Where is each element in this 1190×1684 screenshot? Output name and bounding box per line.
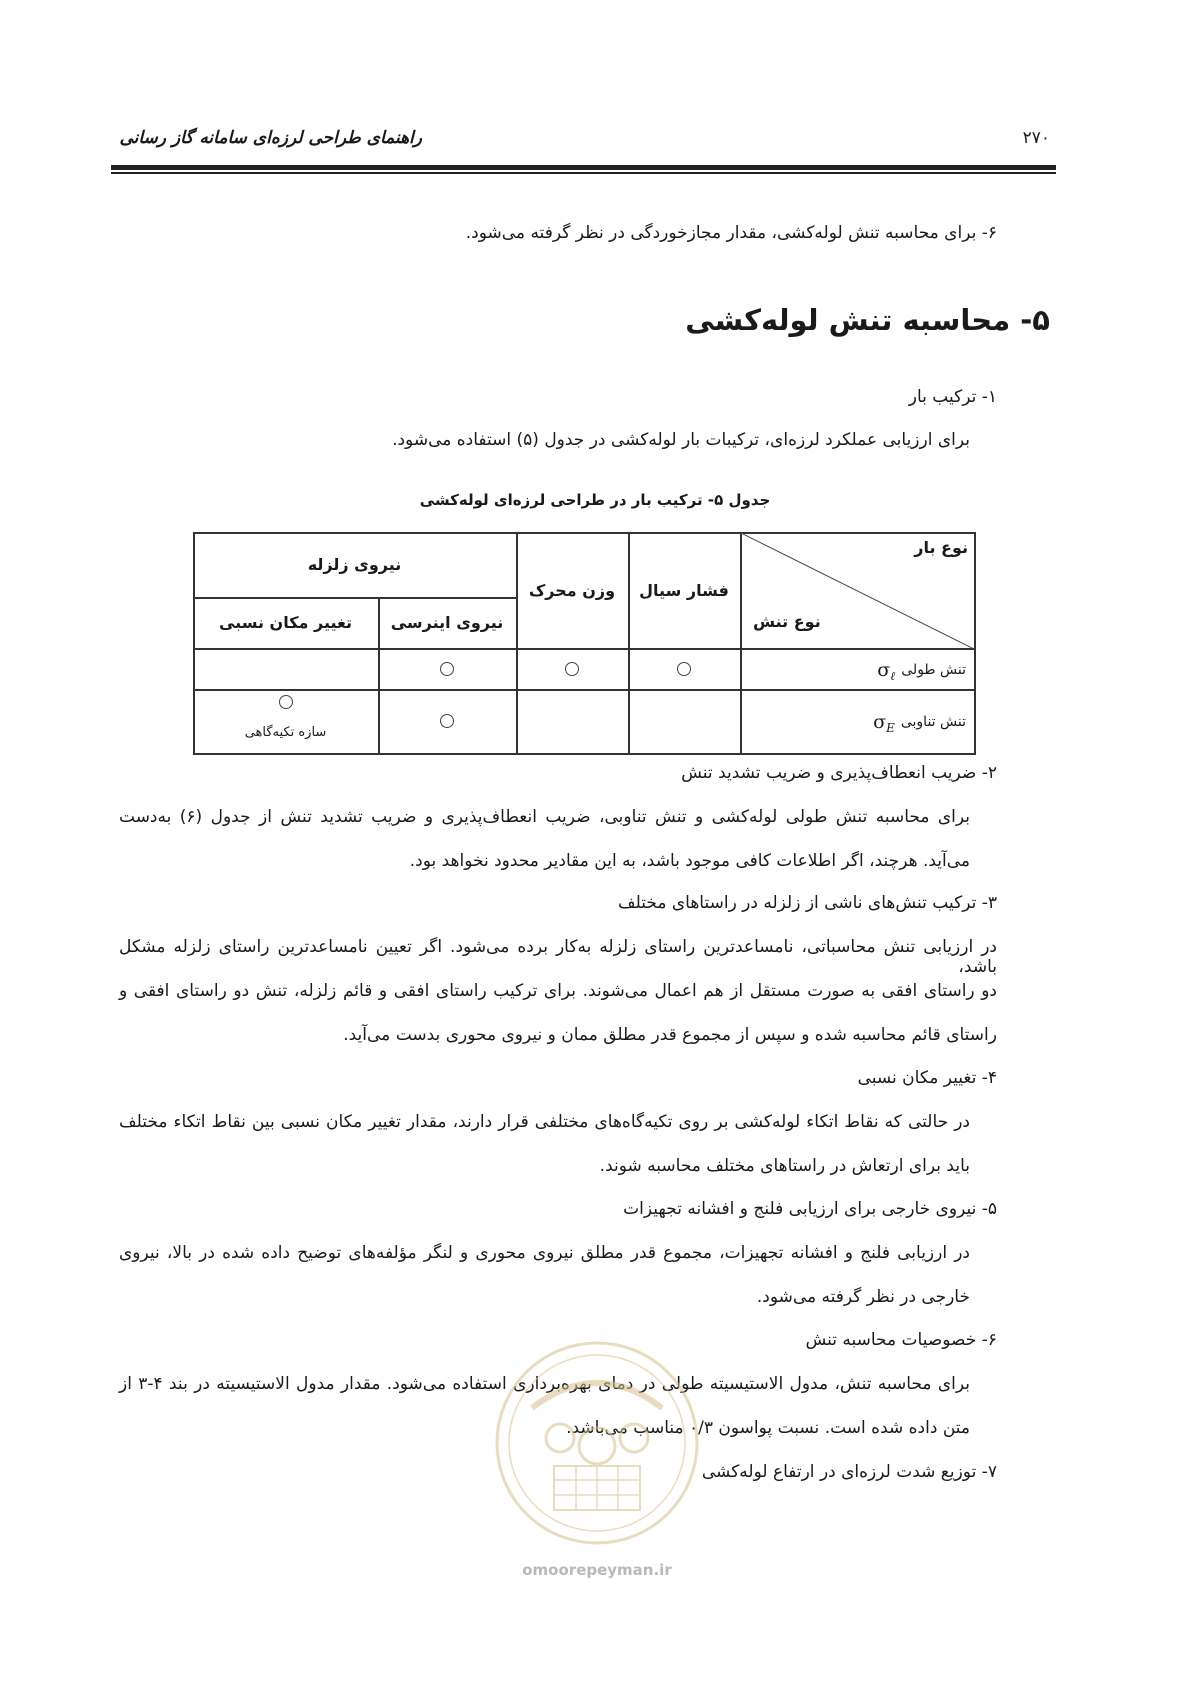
item-5-line-1: در ارزیابی فلنج و افشانه تجهیزات، مجموع قدر مطلق نیروی محوری و لنگر مؤلفه‌های توضیح داده شده در بالا، نیروی — [119, 1243, 970, 1263]
header-rule-thin — [111, 172, 1056, 174]
mark-circle — [565, 662, 579, 676]
item-2-title: ۲- ضریب انعطاف‌پذیری و ضریب تشدید تنش — [681, 763, 997, 783]
header-dead-weight: وزن محرک — [528, 580, 616, 600]
item-2-line-2: می‌آید. هرچند، اگر اطلاعات کافی موجود باشد، به این مقادیر محدود نخواهد بود. — [409, 851, 970, 871]
section-heading: ۵- محاسبه تنش لوله‌کشی — [685, 303, 1050, 337]
watermark-text: omoorepeyman.ir — [522, 1561, 672, 1579]
row-1-symbol: σ — [877, 658, 891, 681]
item-7-title: ۷- توزیع شدت لرزه‌ای در ارتفاع لوله‌کشی — [701, 1462, 997, 1482]
row-1-subscript: ℓ — [890, 668, 896, 683]
item-3-line-3: راستای قائم محاسبه شده و سپس از مجموع قدر مطلق ممان و نیروی محوری بدست می‌آید. — [343, 1025, 997, 1045]
item-6-title: ۶- خصوصیات محاسبه تنش — [805, 1330, 997, 1350]
row-2-subscript: E — [886, 720, 895, 735]
item-2-line-1: برای محاسبه تنش طولی لوله‌کشی و تنش تناوبی، ضریب انعطاف‌پذیری و ضریب تشدید تنش از جدول (۶) به‌دست — [119, 807, 971, 827]
item-5-title: ۵- نیروی خارجی برای ارزیابی فلنج و افشانه تجهیزات — [623, 1199, 997, 1219]
item-5-line-2: خارجی در نظر گرفته می‌شود. — [756, 1287, 970, 1307]
load-combination-table — [193, 532, 976, 755]
item-4-line-2: باید برای ارتعاش در راستاهای مختلف محاسبه شوند. — [599, 1156, 970, 1176]
page-number: ۲۷۰ — [1022, 128, 1050, 148]
row-1-label: تنش طولی — [901, 661, 966, 678]
row-2-label: تنش تناوبی — [900, 713, 966, 730]
item-3-title: ۳- ترکیب تنش‌های ناشی از زلزله در راستاهای مختلف — [618, 893, 997, 913]
support-structure-note: سازه تکیه‌گاهی — [244, 724, 327, 740]
header-rule-thick — [111, 165, 1056, 170]
header-load-type: نوع بار — [914, 538, 968, 557]
row-2-symbol: σ — [873, 710, 887, 733]
intro-item: ۶- برای محاسبه تنش لوله‌کشی، مقدار مجازخوردگی در نظر گرفته می‌شود. — [465, 223, 997, 243]
item-3-line-2: دو راستای افقی به صورت مستقل از هم اعمال می‌شوند. برای ترکیب راستای افقی و قائم زلزله، تنش دو راستای افقی و — [119, 981, 997, 1001]
header-inertia-force: نیروی اینرسی — [390, 613, 504, 632]
row-longitudinal-stress — [877, 650, 966, 689]
row-cyclic-stress — [873, 690, 966, 753]
running-header-title: راهنمای طراحی لرزه‌ای سامانه گاز رسانی — [119, 128, 422, 148]
header-fluid-pressure: فشار سیال — [639, 580, 729, 600]
item-6-line-1: برای محاسبه تنش، مدول الاستیسیته طولی در دمای بهره‌برداری استفاده می‌شود. مقدار مدول الاستیسیته در بند ۴-۳ از — [119, 1374, 971, 1394]
item-6-line-2: متن داده شده است. نسبت پواسون ۰/۳ مناسب می‌باشد. — [566, 1418, 970, 1438]
header-seismic-force: نیروی زلزله — [307, 555, 402, 574]
header-stress-type: نوع تنش — [753, 612, 821, 631]
mark-circle — [279, 695, 293, 709]
item-1-line-1: برای ارزیابی عملکرد لرزه‌ای، ترکیبات بار لوله‌کشی در جدول (۵) استفاده می‌شود. — [392, 430, 970, 450]
item-4-title: ۴- تغییر مکان نسبی — [857, 1068, 997, 1088]
item-3-line-1: در ارزیابی تنش محاسباتی، نامساعدترین راستای زلزله به‌کار برده می‌شود. اگر تعیین نامساعدترین راستای زلزله مشکل باشد، — [119, 937, 997, 977]
item-1-title: ۱- ترکیب بار — [908, 387, 997, 407]
mark-circle — [440, 714, 454, 728]
watermark-seal — [492, 1338, 702, 1548]
table-caption: جدول ۵- ترکیب بار در طراحی لرزه‌ای لوله‌کشی — [419, 491, 771, 509]
item-4-line-1: در حالتی که نقاط اتکاء لوله‌کشی بر روی تکیه‌گاه‌های مختلفی قرار دارند، مقدار تغییر مکان نسبی بین نقاط اتکاء مختلف — [119, 1112, 970, 1132]
mark-circle — [677, 662, 691, 676]
header-relative-displacement: تغییر مکان نسبی — [218, 613, 353, 632]
mark-circle — [440, 662, 454, 676]
